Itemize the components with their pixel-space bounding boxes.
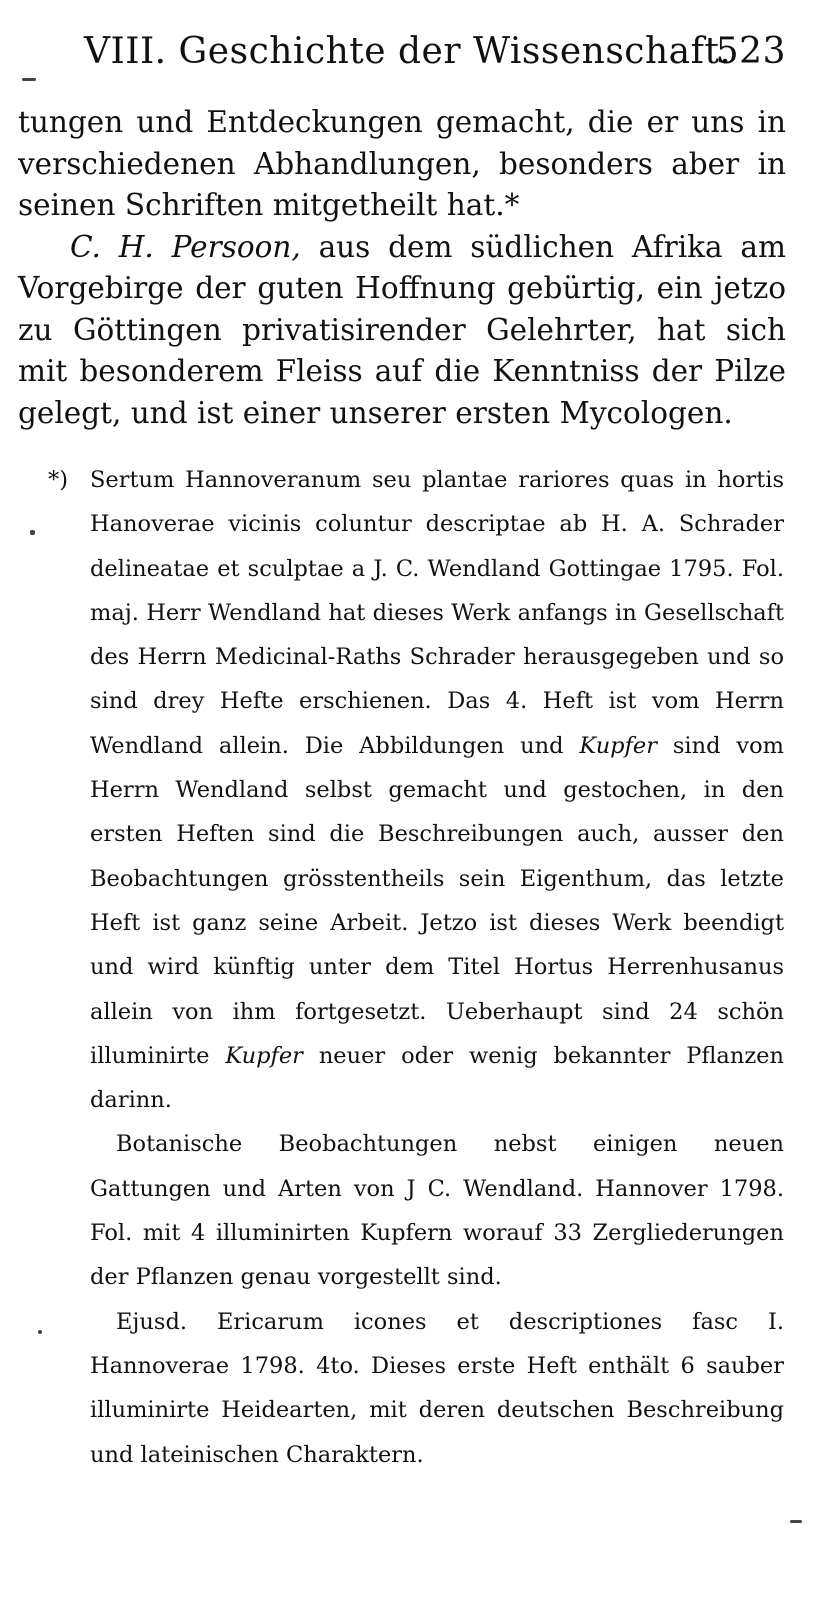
paragraph-persoon-text: aus dem südlichen Afrika am Vorgebirge der guten Hoffnung gebürtig, ein jetzo zu Göttingen privatisirender Gelehrter, hat sich mit besonderem Fleiss auf die Kenntniss der Pilze gelegt, und ist einer unserer ersten Mycologen.: [18, 229, 786, 430]
main-text: [18, 102, 786, 434]
print-speck: [30, 530, 35, 535]
running-header: [84, 28, 786, 76]
bibliography-entry: Ejusd. Ericarum icones et descriptiones fasc I. Hannoverae 1798. 4to. Dieses erste Heft enthält 6 sauber illuminirte Heidearten, mit deren deutschen Beschreibung und lateinischen Charaktern.: [90, 1308, 784, 1468]
chapter-title: VIII. Geschichte der Wissenschaft.: [84, 31, 732, 72]
footnote-text-part1: Sertum Hannoveranum seu plantae rariores quas in hortis Hanoverae vicinis coluntur descriptae ab H. A. Schrader delineatae et sculptae a J. C. Wendland Gottingae 1795. Fol. maj. Herr Wendland hat dieses Werk anfangs in Gesellschaft des Herrn Medicinal-Raths Schrader herausgegeben und so sind drey Hefte erschienen. Das 4. Heft ist vom Herrn Wendland allein. Die Abbildungen und: [90, 467, 784, 759]
bibliography-entry: Botanische Beobachtungen nebst einigen neuen Gattungen und Arten von J C. Wendland. Hannover 1798. Fol. mit 4 illuminirten Kupfern worauf 33 Zergliederungen der Pflanzen genau vorgestellt sind.: [90, 1131, 784, 1291]
paragraph-persoon: [18, 227, 786, 435]
paragraph-continuation: tungen und Entdeckungen gemacht, die er uns in verschiedenen Abhandlungen, besonders aber in seinen Schriften mitgetheilt hat.*: [18, 105, 786, 222]
page-number: 523: [715, 31, 786, 72]
footnote-text-part3: neuer oder wenig bekannter Pflanzen darinn.: [90, 1042, 784, 1114]
footnotes-section: [48, 458, 784, 1477]
footnote-italic-kupfer-2: Kupfer: [225, 1042, 303, 1069]
footnote-text-part2: sind vom Herrn Wendland selbst gemacht und gestochen, in den ersten Heften sind die Beschreibungen auch, ausser den Beobachtungen grösstentheils sein Eigenthum, das letzte Heft ist ganz seine Arbeit. Jetzo ist dieses Werk beendigt und wird künftig unter dem Titel Hortus Herrenhusanus allein von ihm fortgesetzt. Ueberhaupt sind 24 schön illuminirte: [90, 732, 784, 1069]
person-name: C. H. Persoon,: [70, 229, 301, 264]
footnote: [48, 458, 784, 1122]
print-speck: [38, 1330, 42, 1334]
footnote-italic-kupfer: Kupfer: [579, 732, 657, 759]
footnote-marker: *): [48, 467, 69, 493]
print-speck: [790, 1520, 802, 1523]
print-speck: [22, 78, 36, 81]
